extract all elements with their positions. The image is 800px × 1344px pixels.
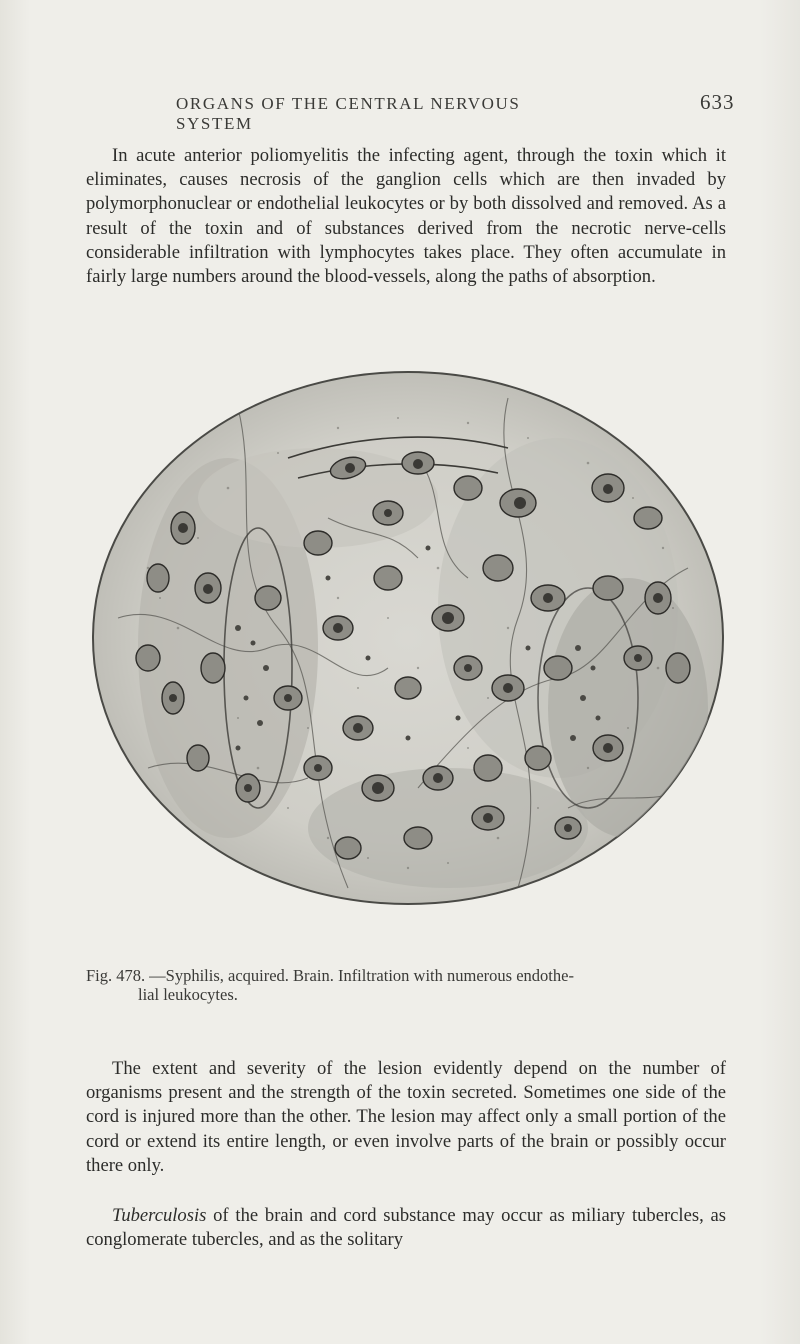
figure-number: Fig. 478.	[86, 966, 146, 985]
paragraph-tuberculosis-text: of the brain and cord substance may occur as miliary tubercles, as conglomerate tubercles, and as the solitary	[86, 1205, 726, 1251]
paragraph-tuberculosis	[86, 1204, 726, 1252]
running-head: ORGANS OF THE CENTRAL NERVOUS SYSTEM	[176, 94, 521, 133]
caption-line-2: lial leukocytes.	[138, 985, 238, 1004]
histology-figure	[88, 368, 726, 912]
paragraph-poliomyelitis: In acute anterior poliomyelitis the infecting agent, through the toxin which it eliminates, causes necrosis of the ganglion cells which are then invaded by polymorphonuclear or endothelial leukocytes or by both dissolved and removed. As a result of the toxin and of substances derived from the necrotic nerve-cells considerable infiltration with lymphocytes takes place. They often accumulate in fairly large numbers around the blood-vessels, along the paths of absorption.	[86, 145, 726, 288]
caption-line-1: —Syphilis, acquired. Brain. Infiltration with numerous endothe-	[149, 966, 574, 985]
page-number: 633	[700, 90, 735, 114]
tuberculosis-term: Tuberculosis	[112, 1205, 207, 1226]
figure-caption	[86, 966, 728, 1004]
paragraph-extent-severity: The extent and severity of the lesion evidently depend on the number of organisms present and the strength of the toxin secreted. Sometimes one side of the cord is injured more than the other. The lesion may affect only a small portion of the cord or extend its entire length, or even involve parts of the brain or possibly occur there only.	[86, 1058, 726, 1176]
